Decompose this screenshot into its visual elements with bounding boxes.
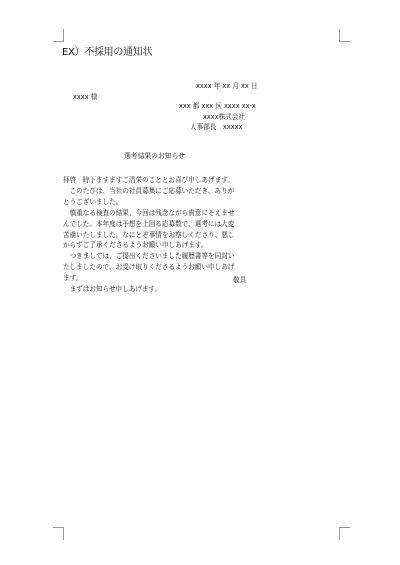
sender-address: xxx 都 xxx 区 xxxx xx-x <box>179 102 256 110</box>
body-line: まずはお知らせ申しあげます。 <box>63 285 162 294</box>
body-line: んでした。本年度は予想を上回る応募数で、選考には大変 <box>63 219 235 228</box>
body-line: とうございました。 <box>63 197 123 206</box>
sender-person: 人事部長 xxxxx <box>190 123 243 131</box>
letter-date: xxxx 年 xx 月 xx 日 <box>196 82 258 90</box>
body-line: つきましては、ご提出くださいました履歴書等を同封い <box>63 252 235 261</box>
body-line: 慎重なる検査の結果、今回は残念ながら貴意にそえませ <box>63 208 235 217</box>
body-line: ます。 <box>63 274 83 283</box>
recipient-name: xxxx 様 <box>73 93 98 101</box>
body-line: からずご了承くださるようお願い申しあげます。 <box>63 241 208 250</box>
body-line: 苦慮いたしました。なにとぞ事情をお察しくださり、悪し <box>63 230 235 239</box>
crop-mark-top-right <box>339 29 350 42</box>
sender-company: xxxx株式会社 <box>203 113 245 121</box>
body-line: このたびは、当社の社員募集にご応募いただき、ありが <box>63 186 235 195</box>
example-heading: EX）不採用の通知状 <box>62 47 153 58</box>
crop-mark-bottom-right <box>339 527 350 540</box>
body-line: 拝啓 時下ますますご清栄のこととお喜び申しあげます。 <box>63 176 234 184</box>
letter-subject: 選考結果のお知らせ <box>124 152 185 160</box>
closing-word: 敬具 <box>233 276 247 284</box>
crop-mark-top-left <box>53 29 64 42</box>
body-line: たしましたので、お受け取りくださるようお願い申しあげ <box>63 263 235 272</box>
crop-mark-bottom-left <box>53 527 64 540</box>
